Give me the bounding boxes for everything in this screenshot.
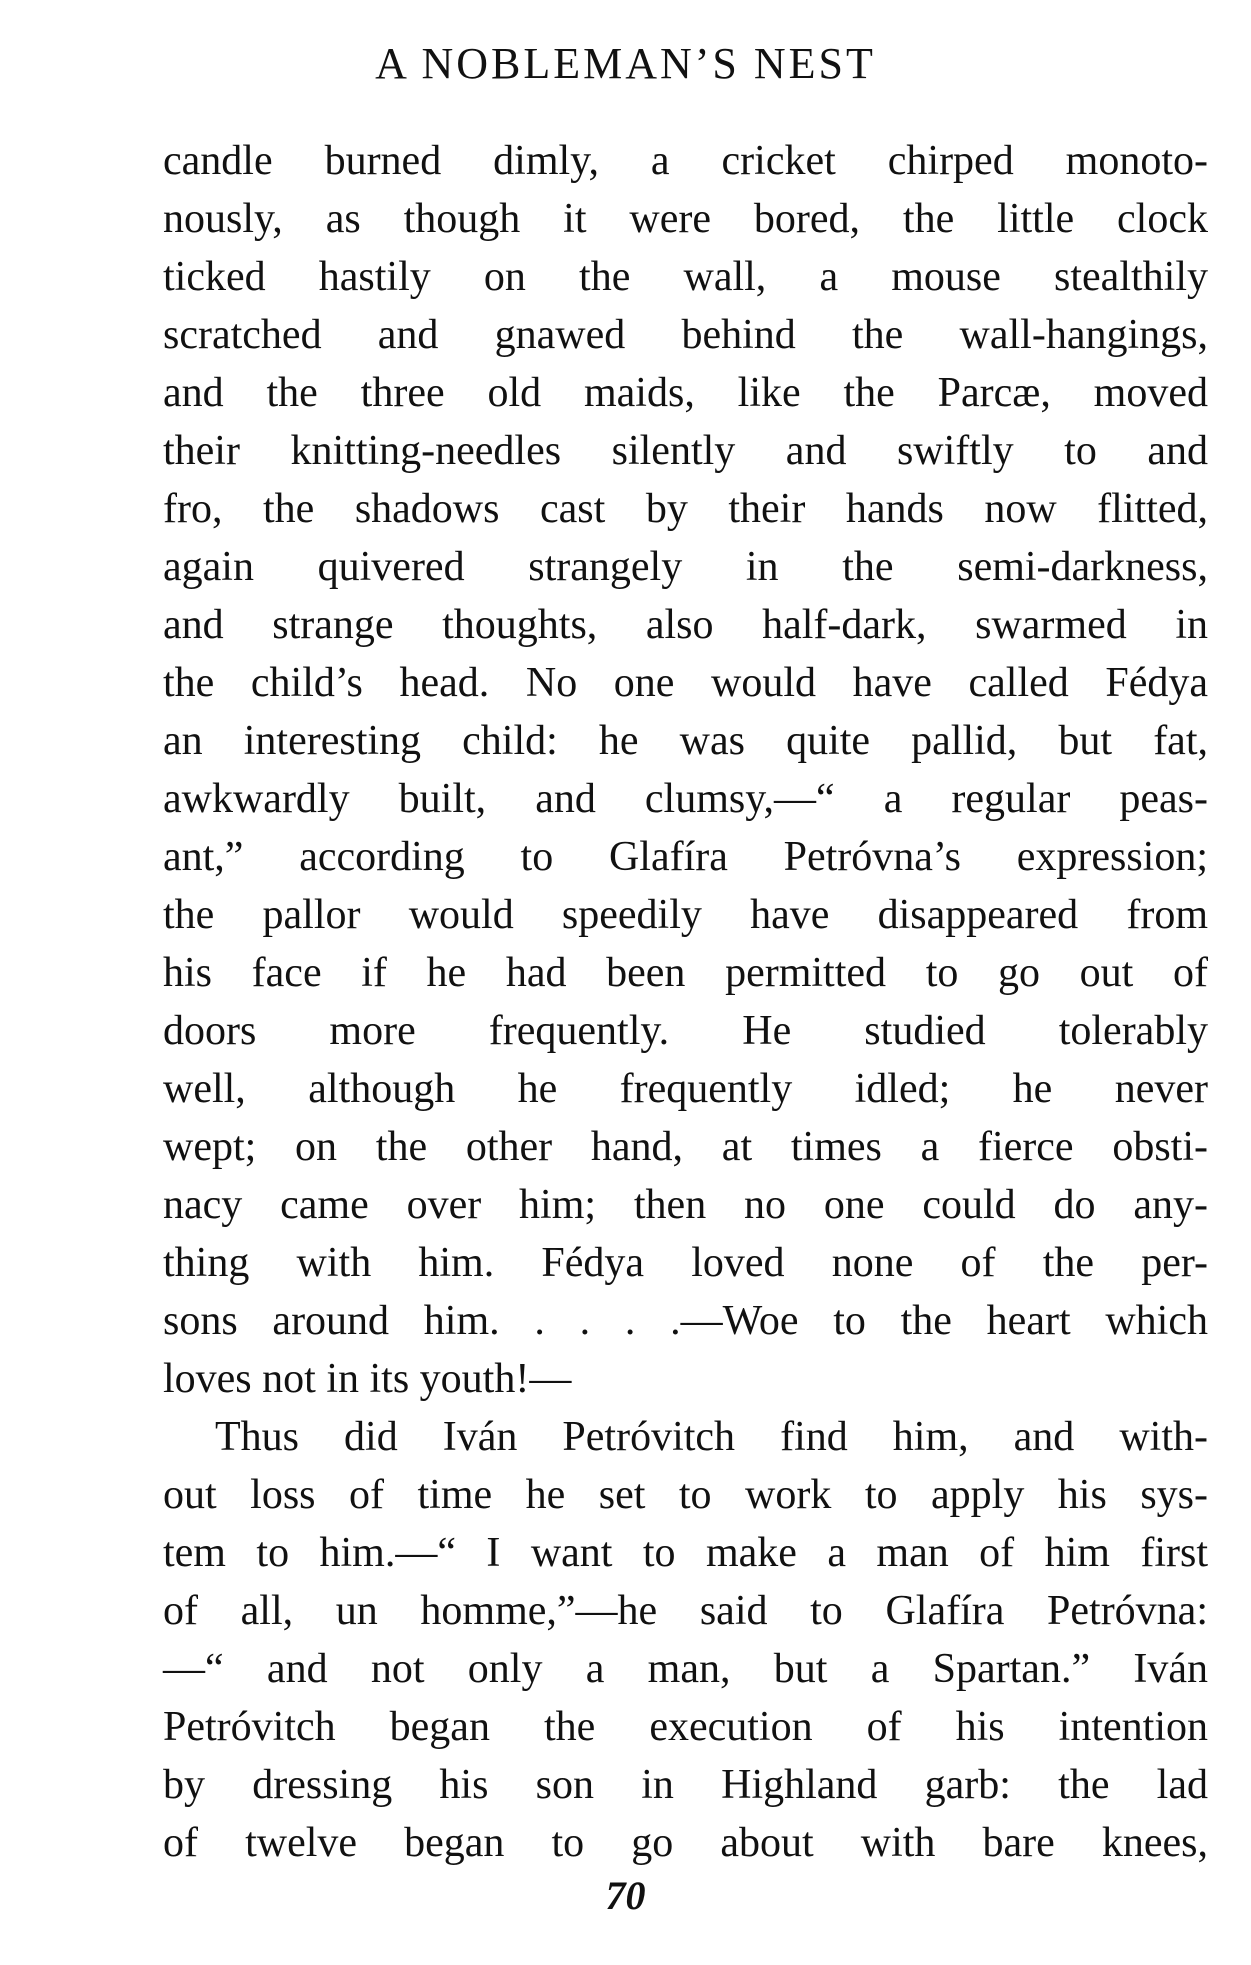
text-line: ticked hastily on the wall, a mouse stealthily [163, 254, 1208, 300]
text-line: doors more frequently. He studied tolerably [163, 1008, 1208, 1054]
text-line: out loss of time he set to work to apply his sys- [163, 1472, 1208, 1518]
text-line: candle burned dimly, a cricket chirped monoto- [163, 138, 1208, 184]
text-line: Thus did Iván Petróvitch find him, and with- [215, 1414, 1208, 1460]
running-head: A NOBLEMAN’S NEST [375, 39, 876, 88]
text-line: and strange thoughts, also half-dark, swarmed in [163, 602, 1208, 648]
text-line: and the three old maids, like the Parcæ, moved [163, 370, 1208, 416]
text-line: fro, the shadows cast by their hands now flitted, [163, 486, 1208, 532]
text-line: Petróvitch began the execution of his intention [163, 1704, 1208, 1750]
text-line: nously, as though it were bored, the little clock [163, 196, 1208, 242]
text-line: again quivered strangely in the semi-darkness, [163, 544, 1208, 590]
text-line: their knitting-needles silently and swiftly to and [163, 428, 1208, 474]
text-line: the pallor would speedily have disappeared from [163, 892, 1208, 938]
text-line: awkwardly built, and clumsy,—“ a regular peas- [163, 776, 1208, 822]
text-line: loves not in its youth!— [163, 1356, 572, 1402]
page-number: 70 [605, 1873, 646, 1918]
text-line: by dressing his son in Highland garb: the lad [163, 1762, 1208, 1808]
paragraph-1 [163, 132, 1208, 1408]
text-line: of all, un homme,”—he said to Glafíra Petróvna: [163, 1588, 1208, 1634]
text-line: wept; on the other hand, at times a fierce obsti- [163, 1124, 1208, 1170]
text-line: —“ and not only a man, but a Spartan.” Iván [163, 1646, 1208, 1692]
text-line: his face if he had been permitted to go out of [163, 950, 1208, 996]
body-text [163, 132, 1208, 1872]
text-line: tem to him.—“ I want to make a man of him first [163, 1530, 1208, 1576]
text-line: ant,” according to Glafíra Petróvna’s expression; [163, 834, 1208, 880]
paragraph-2 [163, 1408, 1208, 1872]
text-line: nacy came over him; then no one could do any- [163, 1182, 1208, 1228]
text-line: thing with him. Fédya loved none of the per- [163, 1240, 1208, 1286]
text-line: sons around him. . . . .—Woe to the heart which [163, 1298, 1208, 1344]
text-line: of twelve began to go about with bare knees, [163, 1820, 1208, 1866]
text-line: scratched and gnawed behind the wall-hangings, [163, 312, 1208, 358]
text-line: well, although he frequently idled; he never [163, 1066, 1208, 1112]
text-line: an interesting child: he was quite pallid, but fat, [163, 718, 1208, 764]
text-line: the child’s head. No one would have called Fédya [163, 660, 1208, 706]
